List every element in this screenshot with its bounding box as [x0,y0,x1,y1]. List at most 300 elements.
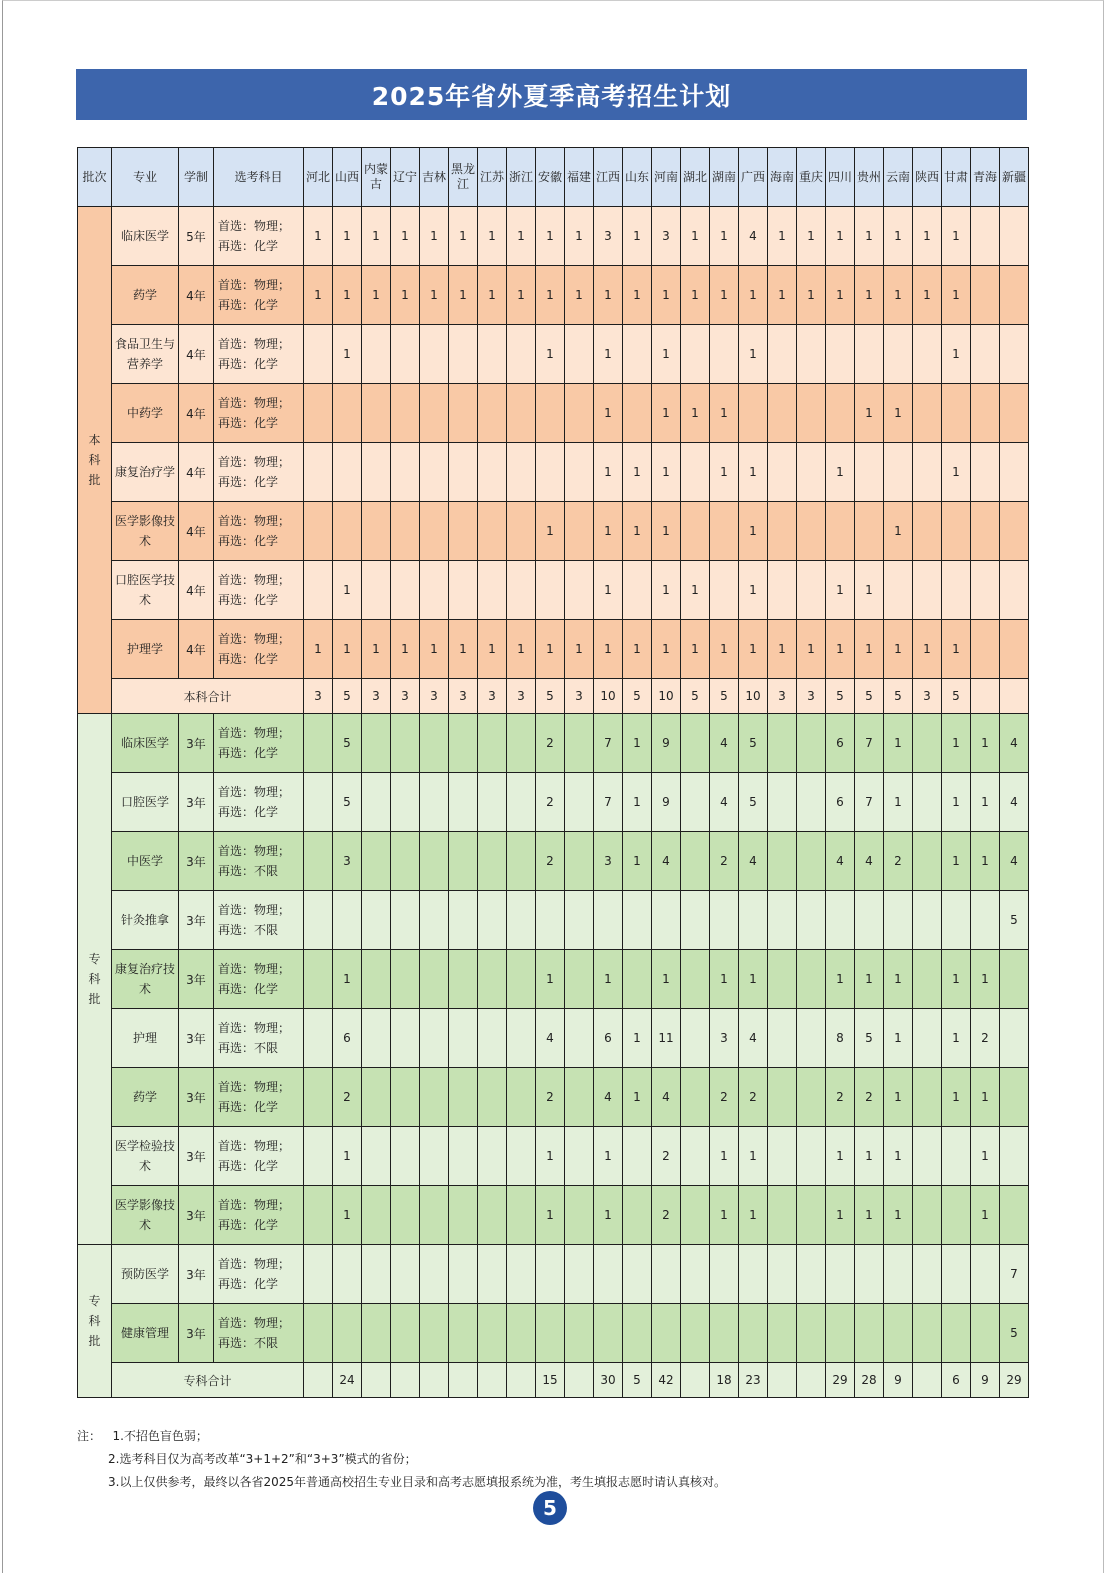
quota-cell [594,1304,623,1363]
quota-cell [420,891,449,950]
duration-cell: 3年 [179,950,214,1009]
quota-cell [623,384,652,443]
quota-cell: 2 [536,832,565,891]
table-row [78,561,1029,620]
header-province: 河北 [304,148,333,207]
duration-cell: 4年 [179,502,214,561]
quota-cell [333,502,362,561]
quota-cell [449,443,478,502]
quota-cell [971,384,1000,443]
quota-cell [362,1304,391,1363]
quota-cell: 1 [710,266,739,325]
quota-cell: 5 [739,773,768,832]
quota-cell: 1 [971,1186,1000,1245]
quota-cell [884,325,913,384]
subject-second: 再选：化学 [218,1218,279,1232]
total-cell: 10 [652,679,681,714]
quota-cell [971,561,1000,620]
quota-cell [768,1304,797,1363]
batch-cell: 专科批 [78,714,112,1245]
quota-cell: 1 [884,950,913,1009]
quota-cell [971,891,1000,950]
quota-cell: 5 [333,714,362,773]
quota-cell [565,891,594,950]
quota-cell [884,561,913,620]
quota-cell [536,384,565,443]
header-province: 江西 [594,148,623,207]
quota-cell [681,502,710,561]
subjects-cell [214,620,304,679]
quota-cell: 1 [971,832,1000,891]
quota-cell [797,1245,826,1304]
quota-cell: 4 [739,832,768,891]
quota-cell [391,832,420,891]
quota-cell [362,1186,391,1245]
quota-cell [826,891,855,950]
subjects-cell [214,832,304,891]
quota-cell: 1 [710,207,739,266]
quota-cell: 1 [826,207,855,266]
quota-cell [768,773,797,832]
quota-cell: 1 [652,266,681,325]
quota-cell [681,950,710,1009]
quota-cell: 1 [710,443,739,502]
quota-cell: 7 [855,714,884,773]
quota-cell: 1 [333,1186,362,1245]
quota-cell [565,1127,594,1186]
quota-cell [768,1009,797,1068]
quota-cell [420,1068,449,1127]
subject-second: 再选：不限 [218,1336,279,1350]
total-cell: 5 [942,679,971,714]
duration-cell: 4年 [179,266,214,325]
quota-cell: 1 [884,714,913,773]
quota-cell [362,384,391,443]
quota-cell: 1 [594,502,623,561]
quota-cell [971,1245,1000,1304]
subject-first: 首选：物理； [218,1257,291,1271]
quota-cell [942,1127,971,1186]
quota-cell [478,1068,507,1127]
note-1: 1.不招色盲色弱； [112,1429,208,1443]
quota-cell: 2 [971,1009,1000,1068]
quota-cell [507,950,536,1009]
total-cell [971,679,1000,714]
quota-cell: 8 [826,1009,855,1068]
quota-cell: 1 [942,950,971,1009]
subject-first: 首选：物理； [218,1316,291,1330]
subjects-cell [214,1009,304,1068]
quota-cell: 2 [710,1068,739,1127]
total-cell: 30 [594,1363,623,1398]
quota-cell [420,714,449,773]
quota-cell [797,384,826,443]
quota-cell [710,891,739,950]
quota-cell [971,1304,1000,1363]
header-province: 辽宁 [391,148,420,207]
total-cell: 5 [681,679,710,714]
quota-cell [304,714,333,773]
quota-cell [1000,950,1029,1009]
quota-cell: 4 [1000,714,1029,773]
quota-cell: 1 [391,207,420,266]
quota-cell [304,502,333,561]
quota-cell [507,502,536,561]
quota-cell: 4 [652,1068,681,1127]
total-cell [478,1363,507,1398]
header-province: 云南 [884,148,913,207]
header-province: 贵州 [855,148,884,207]
quota-cell: 1 [884,1127,913,1186]
quota-cell [913,1304,942,1363]
table-row [78,620,1029,679]
quota-cell: 1 [478,207,507,266]
quota-cell: 1 [623,207,652,266]
quota-cell: 9 [652,773,681,832]
subjects-cell [214,266,304,325]
quota-cell [507,384,536,443]
quota-cell: 1 [681,620,710,679]
quota-cell: 1 [565,620,594,679]
quota-cell: 1 [797,620,826,679]
quota-cell [362,773,391,832]
subjects-cell [214,773,304,832]
quota-cell [826,384,855,443]
quota-cell [826,502,855,561]
quota-cell [420,1127,449,1186]
quota-cell [913,773,942,832]
quota-cell: 1 [594,384,623,443]
total-cell: 18 [710,1363,739,1398]
quota-cell: 9 [652,714,681,773]
quota-cell: 1 [942,773,971,832]
total-cell [797,1363,826,1398]
major-cell: 口腔医学技术 [112,561,179,620]
quota-cell: 3 [594,207,623,266]
quota-cell: 4 [1000,832,1029,891]
quota-cell [1000,325,1029,384]
header-province: 浙江 [507,148,536,207]
quota-cell: 2 [884,832,913,891]
quota-cell: 3 [333,832,362,891]
quota-cell: 1 [623,502,652,561]
quota-cell: 4 [710,714,739,773]
quota-cell [768,891,797,950]
quota-cell: 1 [420,620,449,679]
quota-cell [681,714,710,773]
quota-cell [768,1186,797,1245]
quota-cell: 1 [594,1186,623,1245]
quota-cell [420,443,449,502]
subjects-cell [214,325,304,384]
major-cell: 临床医学 [112,207,179,266]
quota-cell: 2 [855,1068,884,1127]
quota-cell [507,832,536,891]
quota-cell: 1 [536,1127,565,1186]
header-province: 吉林 [420,148,449,207]
quota-cell [507,891,536,950]
total-cell [304,1363,333,1398]
quota-cell: 1 [942,714,971,773]
quota-cell: 1 [478,266,507,325]
subject-second: 再选：化学 [218,357,279,371]
major-cell: 口腔医学 [112,773,179,832]
quota-cell: 1 [623,620,652,679]
quota-cell: 4 [594,1068,623,1127]
quota-cell: 7 [594,773,623,832]
quota-cell [1000,207,1029,266]
total-cell: 10 [739,679,768,714]
quota-cell: 1 [652,384,681,443]
duration-cell: 4年 [179,561,214,620]
quota-cell: 1 [536,950,565,1009]
quota-cell [391,443,420,502]
quota-cell: 4 [1000,773,1029,832]
quota-cell: 1 [478,620,507,679]
quota-cell [768,1127,797,1186]
quota-cell [362,1127,391,1186]
quota-cell [420,950,449,1009]
quota-cell: 1 [739,561,768,620]
quota-cell: 1 [768,620,797,679]
quota-cell [391,1009,420,1068]
quota-cell: 1 [739,502,768,561]
quota-cell: 2 [536,714,565,773]
quota-cell [1000,384,1029,443]
quota-cell [971,620,1000,679]
quota-cell [681,1245,710,1304]
subjects-cell [214,207,304,266]
batch-cell: 本科批 [78,207,112,714]
quota-cell [565,502,594,561]
total-cell: 29 [1000,1363,1029,1398]
quota-cell [710,1245,739,1304]
quota-cell: 1 [884,1186,913,1245]
quota-cell [362,1245,391,1304]
quota-cell: 1 [391,620,420,679]
major-cell: 中医学 [112,832,179,891]
quota-cell: 1 [304,266,333,325]
total-cell [362,1363,391,1398]
quota-cell: 1 [971,1068,1000,1127]
quota-cell [420,1245,449,1304]
total-cell [565,1363,594,1398]
total-cell [420,1363,449,1398]
total-cell [449,1363,478,1398]
quota-cell [797,1186,826,1245]
header-province: 甘肃 [942,148,971,207]
subjects-cell [214,714,304,773]
quota-cell [623,891,652,950]
quota-cell [478,1009,507,1068]
total-cell [768,1363,797,1398]
quota-cell: 2 [536,1068,565,1127]
quota-cell: 1 [971,950,1000,1009]
subjects-cell [214,1304,304,1363]
total-cell: 5 [536,679,565,714]
quota-cell [391,325,420,384]
quota-cell: 6 [826,714,855,773]
subjects-cell [214,950,304,1009]
quota-cell [304,891,333,950]
header-province: 安徽 [536,148,565,207]
quota-cell [449,384,478,443]
quota-cell [971,207,1000,266]
subject-second: 再选：化学 [218,593,279,607]
quota-cell [1000,1186,1029,1245]
quota-cell [536,1304,565,1363]
quota-cell [565,832,594,891]
header-province: 陕西 [913,148,942,207]
quota-cell: 3 [710,1009,739,1068]
quota-cell [942,1304,971,1363]
quota-cell [797,950,826,1009]
quota-cell [797,325,826,384]
quota-cell [362,832,391,891]
quota-cell: 1 [768,207,797,266]
duration-cell: 3年 [179,1009,214,1068]
quota-cell [565,1009,594,1068]
quota-cell: 2 [652,1127,681,1186]
subject-second: 再选：化学 [218,416,279,430]
quota-cell: 1 [594,1127,623,1186]
quota-cell: 1 [362,620,391,679]
total-cell [507,1363,536,1398]
table-row [78,1186,1029,1245]
quota-cell: 1 [942,1068,971,1127]
total-cell [1000,679,1029,714]
quota-cell [942,1245,971,1304]
quota-cell: 1 [623,266,652,325]
quota-cell: 1 [855,266,884,325]
quota-cell: 1 [681,207,710,266]
quota-cell: 1 [739,325,768,384]
quota-cell [1000,502,1029,561]
quota-cell [884,443,913,502]
duration-cell: 4年 [179,384,214,443]
quota-cell [478,1304,507,1363]
quota-cell [507,1009,536,1068]
quota-cell [855,443,884,502]
quota-cell: 1 [594,950,623,1009]
quota-cell [913,1127,942,1186]
quota-cell [710,325,739,384]
quota-cell: 2 [333,1068,362,1127]
header-province: 江苏 [478,148,507,207]
total-cell [391,1363,420,1398]
quota-cell: 1 [623,1068,652,1127]
table-row [78,1068,1029,1127]
quota-cell [652,1245,681,1304]
quota-cell [797,1127,826,1186]
quota-cell: 1 [826,950,855,1009]
major-cell: 针灸推拿 [112,891,179,950]
total-cell: 3 [797,679,826,714]
quota-cell: 4 [739,207,768,266]
quota-cell [797,1009,826,1068]
quota-cell [478,773,507,832]
duration-cell: 3年 [179,891,214,950]
total-cell [681,1363,710,1398]
major-cell: 预防医学 [112,1245,179,1304]
quota-cell: 1 [565,266,594,325]
table-row [78,502,1029,561]
quota-cell: 1 [971,1127,1000,1186]
quota-cell: 1 [884,502,913,561]
quota-cell [1000,561,1029,620]
quota-cell: 1 [652,443,681,502]
quota-cell: 1 [333,207,362,266]
quota-cell: 1 [942,266,971,325]
total-cell: 3 [391,679,420,714]
duration-cell: 3年 [179,1304,214,1363]
subject-first: 首选：物理； [218,726,291,740]
quota-cell [449,950,478,1009]
quota-cell: 1 [536,325,565,384]
quota-cell: 1 [913,620,942,679]
quota-cell: 1 [304,207,333,266]
quota-cell [420,832,449,891]
note-line-1 [77,1425,1027,1448]
table-row [78,1245,1029,1304]
quota-cell: 1 [913,207,942,266]
quota-cell [304,1186,333,1245]
subjects-cell [214,443,304,502]
quota-cell [565,325,594,384]
subject-first: 首选：物理； [218,396,291,410]
quota-cell [768,384,797,443]
quota-cell [565,1245,594,1304]
quota-cell: 1 [855,561,884,620]
quota-cell [681,1186,710,1245]
quota-cell [884,891,913,950]
table-row [78,207,1029,266]
quota-cell [797,443,826,502]
quota-cell [304,950,333,1009]
quota-cell [391,1186,420,1245]
major-cell: 临床医学 [112,714,179,773]
subject-second: 再选：化学 [218,746,279,760]
duration-cell: 3年 [179,1245,214,1304]
quota-cell: 1 [507,620,536,679]
quota-cell [913,950,942,1009]
subject-first: 首选：物理； [218,514,291,528]
quota-cell [826,1304,855,1363]
quota-cell [565,1068,594,1127]
quota-cell [681,1068,710,1127]
quota-cell [710,502,739,561]
quota-cell: 1 [652,502,681,561]
duration-cell: 5年 [179,207,214,266]
subject-second: 再选：不限 [218,864,279,878]
quota-cell: 1 [855,620,884,679]
quota-cell: 1 [304,620,333,679]
quota-cell [681,325,710,384]
quota-cell: 1 [942,325,971,384]
total-cell: 5 [855,679,884,714]
quota-cell: 1 [449,266,478,325]
quota-cell: 1 [536,620,565,679]
quota-cell [507,1245,536,1304]
quota-cell [826,1245,855,1304]
quota-cell [362,950,391,1009]
quota-cell: 1 [797,207,826,266]
subject-second: 再选：化学 [218,1100,279,1114]
quota-cell [797,773,826,832]
quota-cell: 1 [594,266,623,325]
subject-first: 首选：物理； [218,962,291,976]
quota-cell [304,443,333,502]
